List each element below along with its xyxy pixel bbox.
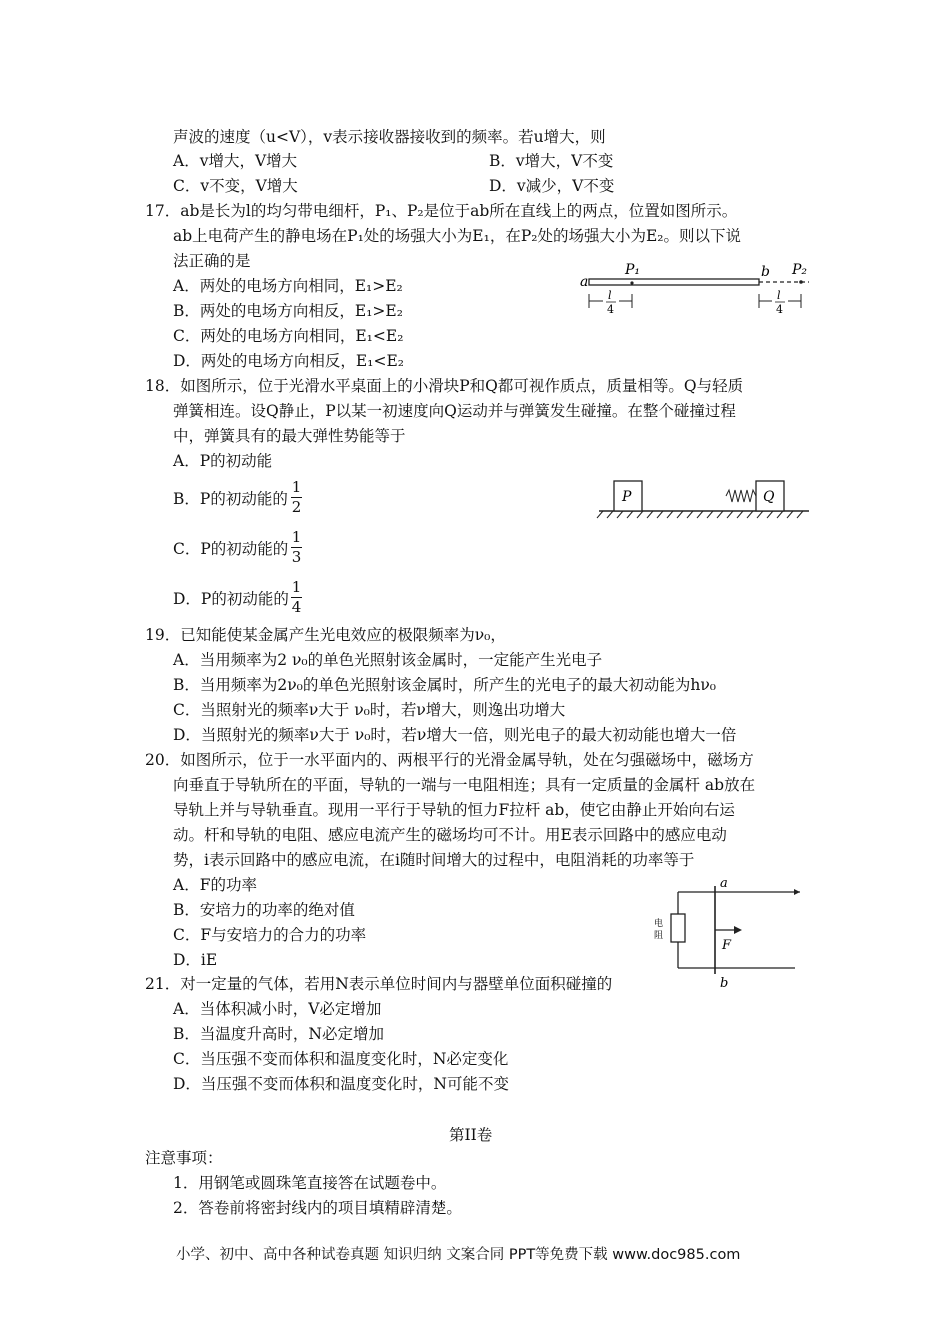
q18-option-c: C．P的初动能的 — [173, 540, 289, 558]
q18-stem-line2: 弹簧相连。设Q静止，P以某一初速度向Q运动并与弹簧发生碰撞。在整个碰撞过程 — [173, 402, 736, 420]
q20-stem-line1: 20．如图所示，位于一水平面内的、两根平行的光滑金属导轨，处在匀强磁场中，磁场方 — [145, 751, 754, 769]
q18-stem-line3: 中，弹簧具有的最大弹性势能等于 — [173, 427, 406, 445]
q21-option-a: A．当体积减小时，V必定增加 — [173, 1000, 382, 1018]
q18-frac-b-num: 1 — [291, 478, 302, 496]
q18-blocks-figure — [595, 475, 815, 525]
q19-option-d: D．当照射光的频率ν大于 ν₀时，若ν增大一倍，则光电子的最大初动能也增大一倍 — [173, 726, 737, 744]
q18-label-p: P — [622, 489, 632, 505]
part2-note-2: 2．答卷前将密封线内的项目填精辟清楚。 — [173, 1199, 462, 1217]
q20-label-a: a — [720, 876, 728, 891]
q20-rail-figure — [654, 874, 805, 994]
q21-option-d: D．当压强不变而体积和温度变化时，N可能不变 — [173, 1075, 509, 1093]
q20-option-d: D．iE — [173, 951, 218, 969]
q17-dim-right-den: 4 — [776, 303, 783, 316]
q19-option-b: B．当用频率为2ν₀的单色光照射该金属时，所产生的光电子的最大初动能为hν₀ — [173, 676, 717, 694]
q17-option-d: D．两处的电场方向相反，E₁<E₂ — [173, 352, 404, 370]
q16-option-b: B．v增大，V不变 — [489, 152, 614, 170]
q18-frac-c-num: 1 — [291, 528, 302, 546]
q20-stem-line2: 向垂直于导轨所在的平面，导轨的一端与一电阻相连；具有一定质量的金属杆 ab放在 — [173, 776, 756, 794]
q17-label-p1: P₁ — [625, 262, 641, 278]
q17-rod-figure — [575, 262, 815, 324]
q18-fraction-third — [291, 529, 302, 566]
q20-stem-line5: 势，i表示回路中的感应电流，在i随时间增大的过程中，电阻消耗的功率等于 — [173, 851, 695, 869]
q21-option-b: B．当温度升高时，N必定增加 — [173, 1025, 384, 1043]
q18-stem-line1: 18．如图所示，位于光滑水平桌面上的小滑块P和Q都可视作质点，质量相等。Q与轻质 — [145, 377, 744, 395]
q17-label-b: b — [761, 264, 770, 280]
q20-label-f: F — [722, 938, 732, 953]
q20-resistor-label-2: 阻 — [654, 931, 664, 941]
q17-dim-left-num: l — [608, 289, 612, 302]
q17-label-a: a — [580, 274, 589, 290]
q16-option-a: A．v增大，V增大 — [173, 152, 298, 170]
q20-option-b: B．安培力的功率的绝对值 — [173, 901, 355, 919]
q17-option-b: B．两处的电场方向相反，E₁>E₂ — [173, 302, 403, 320]
q19-option-c: C．当照射光的频率ν大于 ν₀时，若ν增大，则逸出功增大 — [173, 701, 566, 719]
q17-stem-line3: 法正确的是 — [173, 252, 251, 270]
q17-stem-line2: ab上电荷产生的静电场在P₁处的场强大小为E₁，在P₂处的场强大小为E₂。则以下说 — [173, 227, 742, 245]
q17-dim-right-num: l — [777, 289, 781, 302]
part2-notice: 注意事项： — [145, 1149, 223, 1167]
q19-stem: 19．已知能使某金属产生光电效应的极限频率为ν₀， — [145, 626, 506, 644]
q18-option-d: D．P的初动能的 — [173, 590, 289, 608]
q20-stem-line3: 导轨上并与导轨垂直。现用一平行于导轨的恒力F拉杆 ab，使它由静止开始向右运 — [173, 801, 735, 819]
q16-continuation: 声波的速度（u<V），v表示接收器接收到的频率。若u增大，则 — [173, 128, 606, 146]
q17-dim-left-den: 4 — [607, 303, 614, 316]
q20-option-a: A．F的功率 — [173, 876, 257, 894]
q20-resistor-label-1: 电 — [654, 919, 664, 929]
q16-option-d: D．v减少，V不变 — [489, 177, 615, 195]
q18-fraction-half — [291, 479, 302, 516]
page-footer: 小学、初中、高中各种试卷真题 知识归纳 文案合同 PPT等免费下载 www.doc985.com — [176, 1247, 741, 1263]
q18-frac-c-den: 3 — [291, 548, 302, 566]
q17-option-a: A．两处的电场方向相同，E₁>E₂ — [173, 277, 403, 295]
q20-label-b: b — [720, 976, 729, 991]
q19-option-a: A．当用频率为2 ν₀的单色光照射该金属时，一定能产生光电子 — [173, 651, 603, 669]
q21-option-c: C．当压强不变而体积和温度变化时，N必定变化 — [173, 1050, 509, 1068]
q18-label-q: Q — [763, 489, 775, 505]
q17-option-c: C．两处的电场方向相同，E₁<E₂ — [173, 327, 404, 345]
q20-stem-line4: 动。杆和导轨的电阻、感应电流产生的磁场均可不计。用E表示回路中的感应电动 — [173, 826, 727, 844]
q18-fraction-quarter — [291, 579, 302, 616]
q18-option-b: B．P的初动能的 — [173, 490, 288, 508]
q17-stem-line1: 17．ab是长为l的均匀带电细杆，P₁、P₂是位于ab所在直线上的两点，位置如图所示。 — [145, 202, 738, 220]
q20-option-c: C．F与安培力的合力的功率 — [173, 926, 367, 944]
q21-stem: 21．对一定量的气体，若用N表示单位时间内与器壁单位面积碰撞的 — [145, 975, 613, 993]
q16-option-c: C．v不变，V增大 — [173, 177, 298, 195]
q18-frac-d-den: 4 — [291, 598, 302, 616]
part2-title: 第II卷 — [449, 1126, 493, 1144]
q18-frac-b-den: 2 — [291, 498, 302, 516]
part2-note-1: 1．用钢笔或圆珠笔直接答在试题卷中。 — [173, 1174, 447, 1192]
q18-frac-d-num: 1 — [291, 578, 302, 596]
q18-option-a: A．P的初动能 — [173, 452, 273, 470]
q17-label-p2: P₂ — [792, 262, 808, 278]
